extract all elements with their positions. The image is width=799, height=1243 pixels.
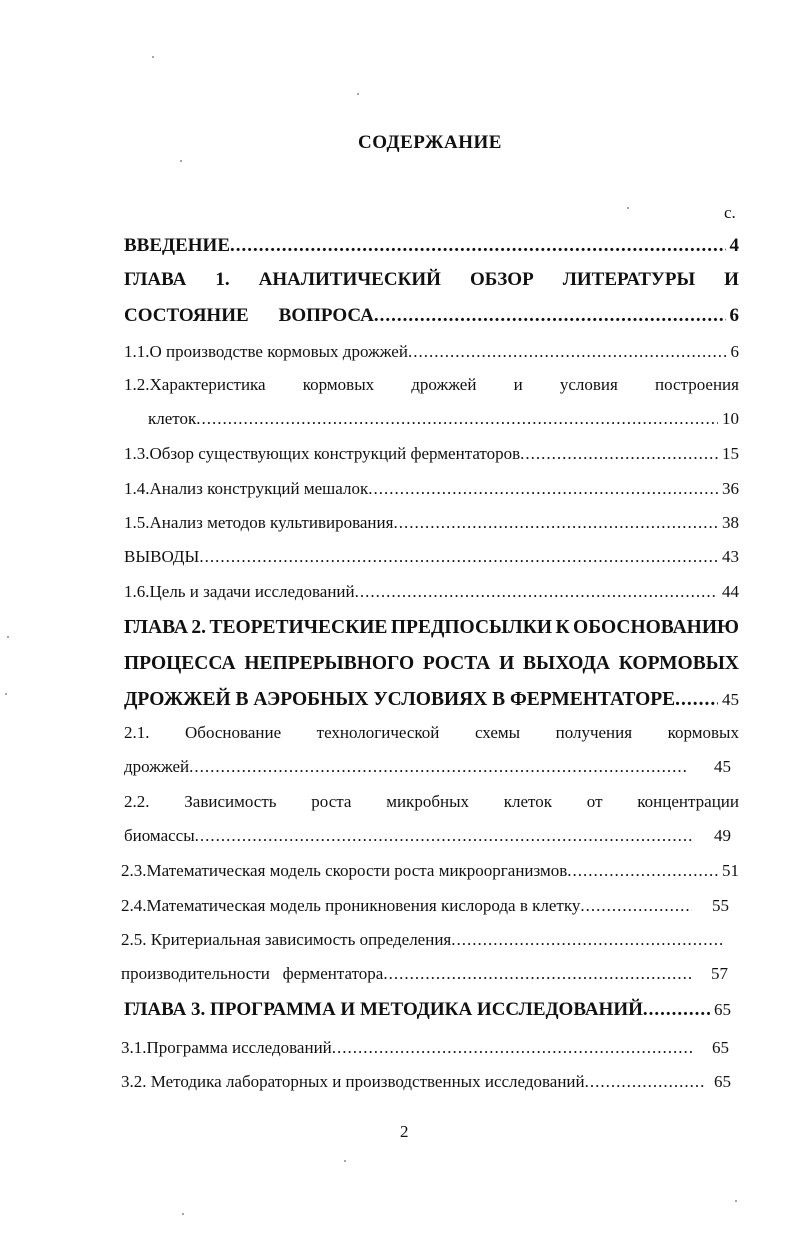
toc-entry-1-3[interactable]: 1.3.Обзор существующих конструкций ферментаторов ..... 15 [124, 444, 739, 464]
scan-speck [735, 1200, 737, 1202]
scan-speck [627, 207, 629, 209]
toc-entry-1-1[interactable]: 1.1.О производстве кормовых дрожжей ..... 6 [124, 342, 739, 362]
page-column-label: с. [724, 203, 736, 222]
toc-entry-2-1[interactable]: 2.1. Обоснование технологической схемы получения кормовых дрожжей ..... 45 [124, 723, 739, 777]
toc-entry-1-2[interactable]: 1.2.Характеристика кормовых дрожжей и условия построения клеток ..... 10 [124, 375, 739, 429]
scan-speck [357, 93, 359, 95]
scan-speck [152, 56, 154, 58]
scan-speck [180, 160, 182, 162]
page-number: 2 [400, 1122, 409, 1141]
toc-entry-3-1[interactable]: 3.1.Программа исследований ..... 65 [124, 1038, 739, 1058]
toc-entry-chapter-3[interactable]: ГЛАВА 3. ПРОГРАММА И МЕТОДИКА ИССЛЕДОВАНИЙ ..... 65 [124, 1000, 739, 1020]
toc-entry-2-5[interactable]: 2.5. Критериальная зависимость определения ..... производительности ферментатора ..... 57 [124, 930, 724, 984]
toc-entry-1-6[interactable]: 1.6.Цель и задачи исследований ..... 44 [124, 582, 739, 602]
scan-speck [7, 636, 9, 638]
toc-entry-2-4[interactable]: 2.4.Математическая модель проникновения кислорода в клетку ..... 55 [124, 896, 739, 916]
toc-entry-1-4[interactable]: 1.4.Анализ конструкций мешалок ..... 36 [124, 479, 739, 499]
scan-speck [5, 693, 7, 695]
scan-speck [182, 1213, 184, 1215]
scan-speck [344, 1160, 346, 1162]
toc-entry-intro[interactable]: ВВЕДЕНИЕ ..... 4 [124, 236, 739, 256]
toc-entry-conclusions[interactable]: ВЫВОДЫ ..... 43 [124, 547, 739, 567]
toc-entry-2-3[interactable]: 2.3.Математическая модель скорости роста микроорганизмов ..... 51 [124, 861, 739, 881]
toc-entry-chapter-2[interactable]: ГЛАВА 2. ТЕОРЕТИЧЕСКИЕ ПРЕДПОСЫЛКИ К ОБОСНОВАНИЮ ПРОЦЕССА НЕПРЕРЫВНОГО РОСТА И ВЫХОДА КОРМОВЫХ ДРОЖЖЕЙ В АЭРОБНЫХ УСЛОВИЯХ В ФЕРМЕНТАТОРЕ ..... 45 [124, 618, 739, 710]
toc-entry-2-2[interactable]: 2.2. Зависимость роста микробных клеток от концентрации биомассы ..... 49 [124, 792, 739, 846]
page-title: СОДЕРЖАНИЕ [358, 132, 502, 153]
toc-entry-1-5[interactable]: 1.5.Анализ методов культивирования ..... 38 [124, 513, 739, 533]
toc-entry-3-2[interactable]: 3.2. Методика лабораторных и производственных исследований ..... 65 [124, 1072, 739, 1092]
toc-entry-chapter-1[interactable]: ГЛАВА 1. АНАЛИТИЧЕСКИЙ ОБЗОР ЛИТЕРАТУРЫ И СОСТОЯНИЕ ВОПРОСА ..... 6 [124, 270, 739, 326]
